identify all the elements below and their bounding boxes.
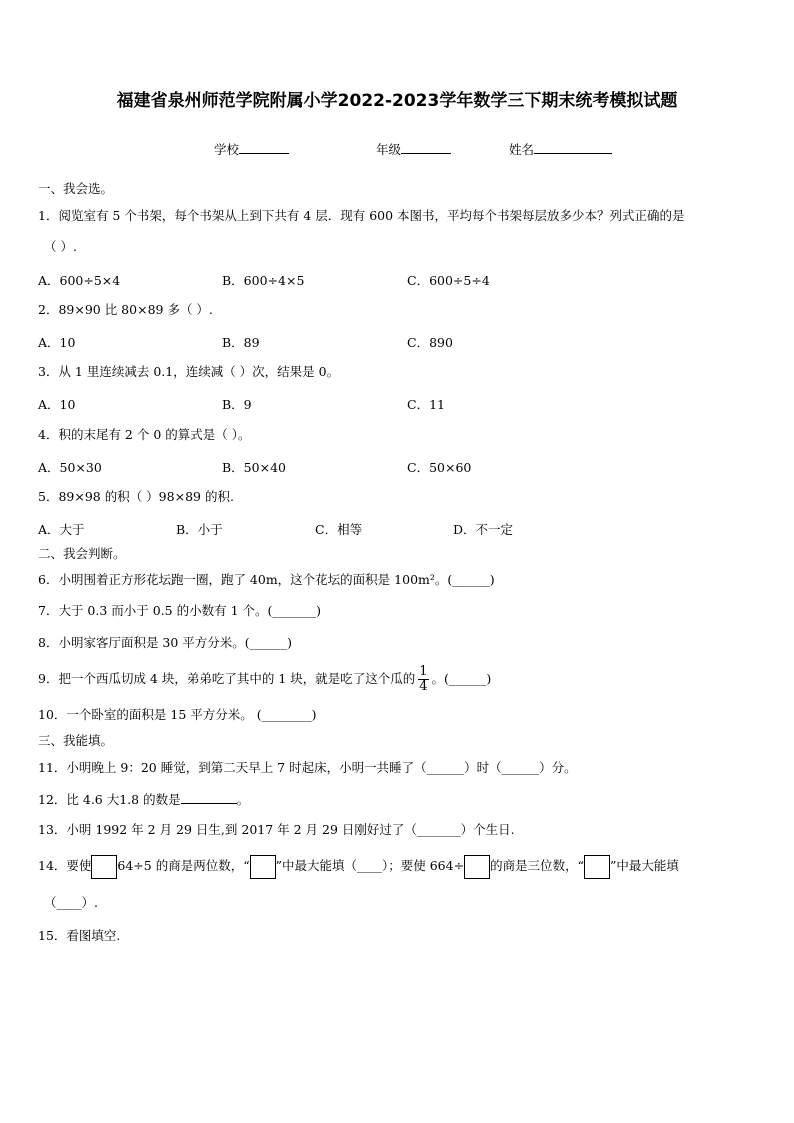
q2-option-a: A．10 <box>38 335 76 350</box>
question-2: 2．89×90 比 80×89 多（ ）. <box>38 302 213 317</box>
question-12 <box>38 791 249 808</box>
question-14-part1: 14．要使 <box>38 858 92 873</box>
q4-option-a: A．50×30 <box>38 460 102 475</box>
question-5: 5．89×98 的积（ ）98×89 的积. <box>38 489 234 504</box>
q5-option-b: B．小于 <box>176 522 223 537</box>
q1-option-b: B．600÷4×5 <box>222 273 305 288</box>
question-14-part5: ”中最大能填 <box>609 858 679 873</box>
school-blank[interactable] <box>239 141 289 154</box>
question-9 <box>38 662 491 696</box>
question-14 <box>38 853 679 879</box>
q4-option-c: C．50×60 <box>407 460 472 475</box>
q5-option-a: A．大于 <box>38 522 85 537</box>
question-1: 1．阅览室有 5 个书架，每个书架从上到下共有 4 层．现有 600 本图书，平均每个书架每层放多少本？列式正确的是 <box>38 208 685 223</box>
question-14-part4: 的商是三位数，“ <box>490 858 584 873</box>
digit-box-ref <box>250 855 276 879</box>
question-15: 15．看图填空. <box>38 928 121 943</box>
question-12-end: 。 <box>236 792 250 807</box>
grade-label: 年级 <box>376 142 402 157</box>
question-12-text: 12．比 4.6 大1.8 的数是 <box>38 792 181 807</box>
q2-option-b: B．89 <box>222 335 260 350</box>
name-label: 姓名 <box>509 142 535 157</box>
fraction-denominator: 4 <box>419 679 428 694</box>
question-9-text: 9．把一个西瓜切成 4 块，弟弟吃了其中的 1 块，就是吃了这个瓜的 <box>38 671 416 686</box>
page-title: 福建省泉州师范学院附属小学2022-2023学年数学三下期末统考模拟试题 <box>116 91 678 111</box>
q5-option-c: C．相等 <box>315 522 363 537</box>
digit-box[interactable] <box>464 855 490 879</box>
section-heading-judge: 二、我会判断。 <box>38 546 126 561</box>
digit-box[interactable] <box>91 855 117 879</box>
q3-option-a: A．10 <box>38 397 76 412</box>
question-14-line2: （____）. <box>44 895 98 910</box>
question-1-blank: （ ）. <box>44 239 77 254</box>
q2-option-c: C．890 <box>407 335 453 350</box>
school-field <box>214 140 289 158</box>
school-label: 学校 <box>214 142 240 157</box>
grade-field <box>376 140 451 158</box>
digit-box-ref <box>584 855 610 879</box>
fraction-one-quarter <box>418 665 428 694</box>
question-3: 3．从 1 里连续减去 0.1，连续减（ ）次，结果是 0。 <box>38 364 340 379</box>
name-blank[interactable] <box>534 141 612 154</box>
q3-option-b: B．9 <box>222 397 252 412</box>
q3-option-c: C．11 <box>407 397 445 412</box>
section-heading-fill: 三、我能填。 <box>38 733 114 748</box>
q5-option-d: D．不一定 <box>453 522 514 537</box>
section-heading-choose: 一、我会选。 <box>38 181 114 196</box>
q4-option-b: B．50×40 <box>222 460 286 475</box>
question-4: 4．积的末尾有 2 个 0 的算式是（ ）。 <box>38 427 251 442</box>
grade-blank[interactable] <box>401 141 451 154</box>
question-14-part3: ”中最大能填（____）；要使 664÷ <box>275 858 465 873</box>
question-11: 11．小明晚上 9：20 睡觉，到第二天早上 7 时起床，小明一共睡了（______）时（______）分。 <box>38 760 577 775</box>
question-12-blank[interactable] <box>181 791 237 804</box>
question-13: 13．小明 1992 年 2 月 29 日生,到 2017 年 2 月 29 日刚好过了（_______）个生日. <box>38 822 515 837</box>
q1-option-c: C．600÷5÷4 <box>407 273 490 288</box>
question-8: 8．小明家客厅面积是 30 平方分米。(______) <box>38 635 293 650</box>
fraction-numerator: 1 <box>419 664 428 679</box>
question-10: 10．一个卧室的面积是 15 平方分米。 (________) <box>38 707 317 722</box>
question-14-part2: 64÷5 的商是两位数，“ <box>117 858 250 873</box>
name-field <box>509 140 612 158</box>
q1-option-a: A．600÷5×4 <box>38 273 121 288</box>
question-6: 6．小明围着正方形花坛跑一圈，跑了 40m，这个花坛的面积是 100m²。(______) <box>38 572 495 587</box>
question-9-tail: 。(______) <box>431 671 492 686</box>
question-7: 7．大于 0.3 而小于 0.5 的小数有 1 个。(_______) <box>38 603 322 618</box>
